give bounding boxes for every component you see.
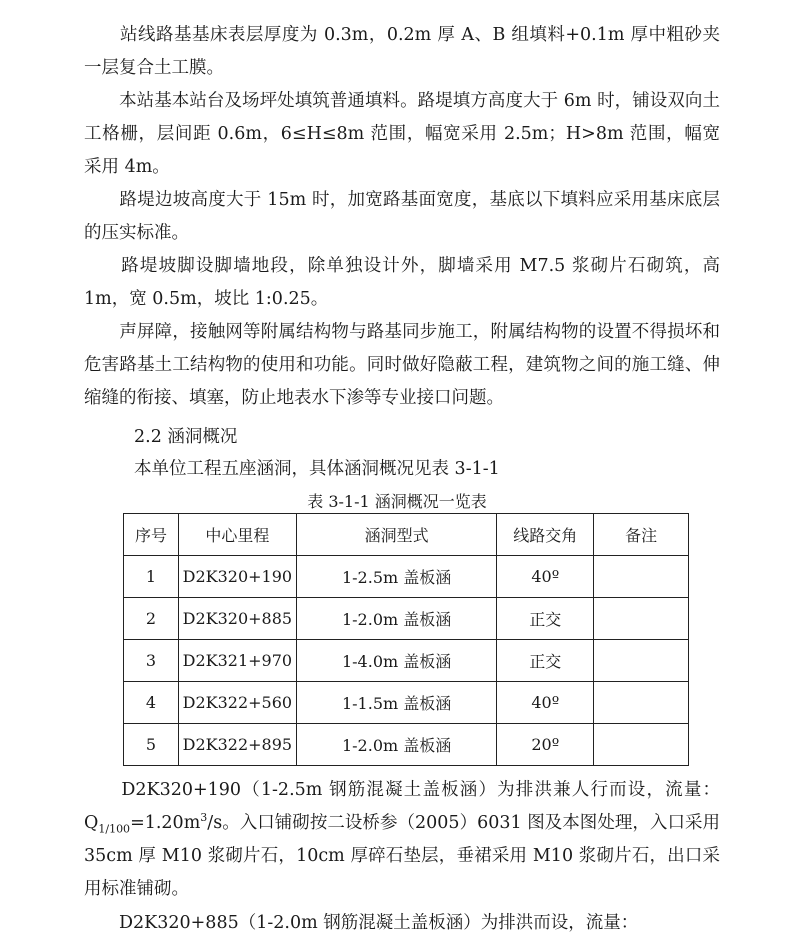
culvert-desc-rest: /s。入口铺砌按二设桥参（2005）6031 图及本图处理，入口采用 35cm 厚 M10 浆砌片石，10cm 厚碎石垫层，垂裙采用 M10 浆砌片石，出口采用标准铺砌。 [84,813,720,899]
cell-mileage: D2K320+190 [178,556,296,598]
cell-culvert-type: 1-2.0m 盖板涵 [296,724,497,766]
paragraph-sound-barrier: 声屏障，接触网等附属结构物与路基同步施工，附属结构物的设置不得损坏和危害路基土工结构物的使用和功能。同时做好隐蔽工程，建筑物之间的施工缝、伸缩缝的衔接、填塞，防止地表水下渗等专业接口问题。 [84,322,720,408]
table-row [124,598,689,640]
cell-crossing-angle: 40º [497,556,594,598]
header-remarks: 备注 [594,514,689,556]
header-index: 序号 [124,514,179,556]
table-caption: 表 3-1-1 涵洞概况一览表 [307,492,487,511]
cell-culvert-type: 1-2.5m 盖板涵 [296,556,497,598]
cell-remarks [594,640,689,682]
paragraph-subgrade-surface: 站线路基基床表层厚度为 0.3m，0.2m 厚 A、B 组填料+0.1m 厚中粗砂夹一层复合土工膜。 [84,25,720,78]
table-row [124,556,689,598]
cell-index: 3 [124,640,179,682]
cell-remarks [594,556,689,598]
cell-culvert-type: 1-4.0m 盖板涵 [296,640,497,682]
flow-value: =1.20m [130,813,201,833]
cell-crossing-angle: 正交 [497,598,594,640]
table-row [124,724,689,766]
cell-crossing-angle: 20º [497,724,594,766]
paragraph-foot-wall: 路堤坡脚设脚墙地段，除单独设计外，脚墙采用 M7.5 浆砌片石砌筑，高 1m，宽 0.5m，坡比 1:0.25。 [84,256,720,309]
table-header-row [124,514,689,556]
cell-crossing-angle: 40º [497,682,594,724]
cell-mileage: D2K322+560 [178,682,296,724]
cell-index: 4 [124,682,179,724]
culvert-desc-line1: D2K320+190（1-2.5m 钢筋混凝土盖板涵）为排洪兼人行而设，流量： [84,780,720,800]
cell-index: 2 [124,598,179,640]
table-row [124,640,689,682]
cell-index: 5 [124,724,179,766]
cell-index: 1 [124,556,179,598]
paragraph-culvert-d2k320-190 [84,774,720,906]
cell-remarks [594,682,689,724]
cell-culvert-type: 1-2.0m 盖板涵 [296,598,497,640]
cell-culvert-type: 1-1.5m 盖板涵 [296,682,497,724]
culvert-table [123,513,689,766]
header-culvert-type: 涵洞型式 [296,514,497,556]
cell-mileage: D2K321+970 [178,640,296,682]
table-row [124,682,689,724]
section-heading: 2.2 涵洞概况 [134,427,238,447]
table-intro: 本单位工程五座涵洞，具体涵洞概况见表 3-1-1 [134,459,500,479]
header-mileage: 中心里程 [178,514,296,556]
cell-crossing-angle: 正交 [497,640,594,682]
header-crossing-angle: 线路交角 [497,514,594,556]
cell-remarks [594,724,689,766]
flow-symbol: Q [84,813,99,833]
flow-subscript: 1/100 [98,822,131,836]
flow-superscript: 3 [200,811,208,825]
cell-mileage: D2K320+885 [178,598,296,640]
cell-mileage: D2K322+895 [178,724,296,766]
paragraph-culvert-d2k320-885: D2K320+885（1-2.0m 钢筋混凝土盖板涵）为排洪而设，流量： [84,913,639,933]
paragraph-slope-height: 路堤边坡高度大于 15m 时，加宽路基面宽度，基底以下填料应采用基床底层的压实标准。 [84,190,720,243]
cell-remarks [594,598,689,640]
paragraph-platform-fill: 本站基本站台及场坪处填筑普通填料。路堤填方高度大于 6m 时，铺设双向土工格栅，层间距 0.6m，6≤H≤8m 范围，幅宽采用 2.5m；H>8m 范围，幅宽采用 4m。 [84,91,720,177]
